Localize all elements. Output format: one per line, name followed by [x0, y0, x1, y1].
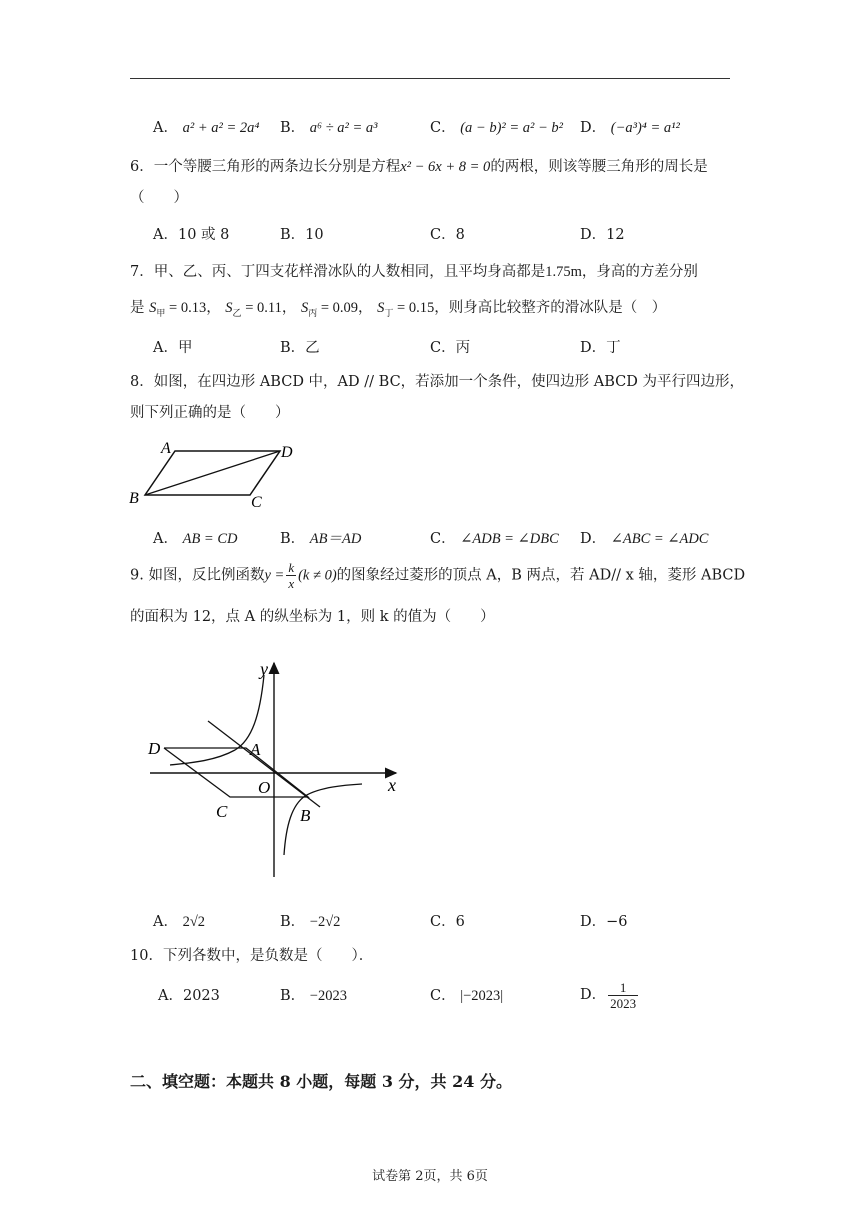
q5-option-b: B． a⁶ ÷ a² = a³: [280, 120, 378, 136]
q7-option-a: A．甲: [153, 340, 193, 356]
q7-option-c: C．丙: [430, 340, 471, 356]
diagonal-bd: [145, 451, 280, 495]
q9-option-c: C．6: [430, 914, 465, 930]
q10-option-c: C． |−2023|: [430, 988, 504, 1004]
q9-stem-line1: 9. 如图，反比例函数y = $\frac{k}{x}$ (k ≠ 0)的图象经过菱形的顶点 A，B 两点，若 AD// x 轴，菱形 ABCD: [130, 560, 746, 591]
q8-stem-line1: 8．如图，在四边形 ABCD 中，AD // BC，若添加一个条件，使四边形 ABCD 为平行四边形，: [130, 374, 744, 390]
q6-option-d: D．12: [580, 227, 625, 243]
hyperbola-branch-lower-right: [284, 784, 362, 855]
label-x: x: [388, 775, 396, 795]
label-o: O: [258, 778, 271, 797]
q9-coordinate-figure: [140, 655, 410, 885]
q10-option-a: A．2023: [158, 988, 220, 1004]
q10-option-d: D． $\frac{1}{2023}$: [580, 979, 637, 1011]
q8-stem-line2: 则下列正确的是（ ）: [130, 405, 290, 421]
label-b: B: [300, 806, 311, 825]
q8-option-d: D． ∠ABC = ∠ADC: [580, 531, 709, 547]
q5-option-a: A． a² + a² = 2a⁴: [153, 120, 260, 136]
q9-option-d: D．−6: [580, 914, 628, 930]
q7-option-b: B．乙: [280, 340, 320, 356]
label-c: C: [251, 494, 262, 511]
q10-option-b: B． −2023: [280, 988, 347, 1004]
q8-option-b: B． AB＝AD: [280, 531, 362, 547]
q9-stem-line2: 的面积为 12，点 A 的纵坐标为 1，则 k 的值为（ ）: [130, 609, 495, 625]
q9-option-b: B． −2√2: [280, 914, 341, 930]
label-c: C: [216, 802, 228, 821]
section-2-title: 二、填空题：本题共 8 小题，每题 3 分，共 24 分。: [130, 1072, 512, 1091]
q8-parallelogram-figure: [125, 435, 305, 515]
label-y: y: [260, 659, 268, 679]
q6-stem: 6．一个等腰三角形的两条边长分别是方程x² − 6x + 8 = 0的两根，则该等腰三角形的周长是: [130, 159, 708, 175]
label-a: A: [161, 440, 171, 457]
q7-stem-line1: 7．甲、乙、丙、丁四支花样滑冰队的人数相同，且平均身高都是1.75m，身高的方差分别: [130, 264, 698, 280]
q8-option-c: C． ∠ADB = ∠DBC: [430, 531, 559, 547]
label-b: B: [129, 490, 139, 507]
label-a: A: [250, 740, 261, 759]
q5-option-d: D． (−a³)⁴ = a¹²: [580, 120, 680, 136]
q6-option-b: B．10: [280, 227, 324, 243]
q10-stem: 10．下列各数中，是负数是（ ）．: [130, 948, 374, 964]
label-d: D: [281, 444, 293, 461]
page-footer: 试卷第 2页，共 6页: [372, 1169, 488, 1184]
q8-option-a: A． AB = CD: [153, 531, 238, 547]
q6-option-a: A．10 或 8: [153, 227, 230, 243]
q9-option-a: A． 2√2: [153, 914, 206, 930]
q7-option-d: D．丁: [580, 340, 621, 356]
label-d: D: [148, 739, 161, 758]
q7-stem-line2: 是 $S_甲 = 0.13$， $S_乙 = 0.11$， $S_丙 = 0.09$， $S_丁 = 0.15$，则身高比较整齐的滑冰队是（ ）: [130, 300, 667, 319]
q6-option-c: C．8: [430, 227, 465, 243]
header-rule: [130, 78, 730, 79]
q6-paren: （ ）: [130, 190, 188, 206]
q5-option-c: C． (a − b)² = a² − b²: [430, 120, 564, 136]
